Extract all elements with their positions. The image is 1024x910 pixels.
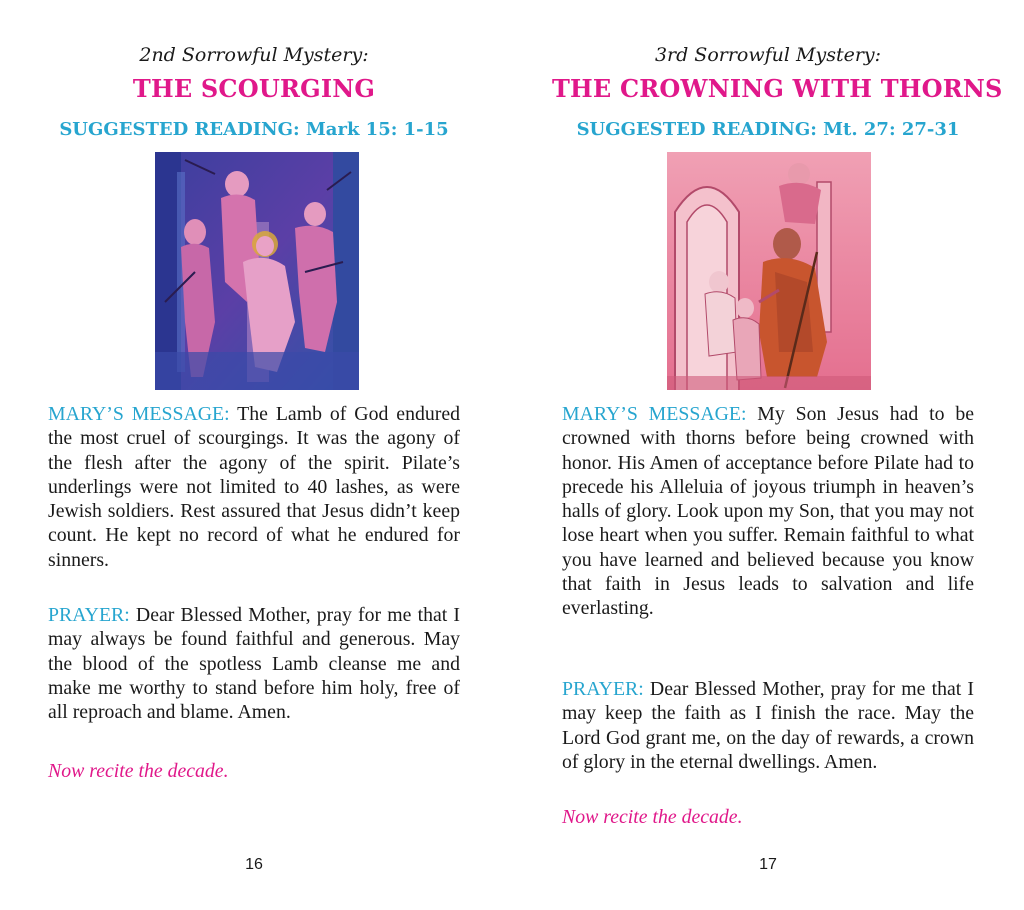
marys-message: [562, 402, 974, 621]
crowning-illustration: [667, 152, 871, 390]
prayer-label: PRAYER:: [562, 678, 644, 700]
prayer: [48, 603, 460, 724]
mystery-subtitle: 3rd Sorrowful Mystery:: [654, 44, 882, 66]
page-16: [48, 0, 460, 910]
marys-message-text: My Son Jesus had to be crowned with thorns before being crowned with honor. His Amen of acceptance before Pilate had to precede his Alleluia of joyous triumph in heaven’s halls of glory. Look upon my Son, that you may not lose heart when you suffer. Remain faithful to what you have learned and believed because you know that faith in Jesus leads to salvation and life everlasting.: [562, 403, 974, 620]
recite-instruction: Now recite the decade.: [48, 760, 229, 782]
page-17: [552, 0, 1003, 910]
mystery-title: THE SCOURGING: [132, 74, 376, 103]
prayer-label: PRAYER:: [48, 604, 130, 626]
mystery-subtitle: 2nd Sorrowful Mystery:: [139, 44, 369, 66]
marys-message-label: MARY’S MESSAGE:: [48, 403, 230, 425]
recite-instruction: Now recite the decade.: [562, 806, 743, 828]
page-number: 17: [759, 856, 777, 873]
marys-message-label: MARY’S MESSAGE:: [562, 403, 747, 425]
prayer-text: Dear Blessed Mother, pray for me that I may always be found faithful and generous. May the blood of the spotless Lamb cleanse me and make me worthy to stand before him holy, free of all reproach and blame. Amen.: [48, 604, 460, 724]
marys-message: [48, 402, 460, 572]
prayer: [562, 677, 974, 774]
prayer-text: Dear Blessed Mother, pray for me that I may keep the faith as I finish the race. May the Lord God grant me, on the day of rewards, a crown of glory in the eternal dwellings. Amen.: [562, 678, 974, 773]
mystery-title: THE CROWNING WITH THORNS: [552, 74, 1003, 103]
page-number: 16: [245, 856, 263, 873]
suggested-reading: SUGGESTED READING: Mark 15: 1-15: [59, 119, 449, 140]
marys-message-text: The Lamb of God endured the most cruel of scourgings. It was the agony of the flesh after the agony of the spirit. Pilate’s underlings were not limited to 40 lashes, as were Jewish soldiers. Rest assured that Jesus didn’t keep count. He kept no record of what he endured for sinners.: [48, 403, 460, 571]
suggested-reading: SUGGESTED READING: Mt. 27: 27-31: [576, 119, 960, 140]
scourging-illustration: [155, 152, 359, 390]
